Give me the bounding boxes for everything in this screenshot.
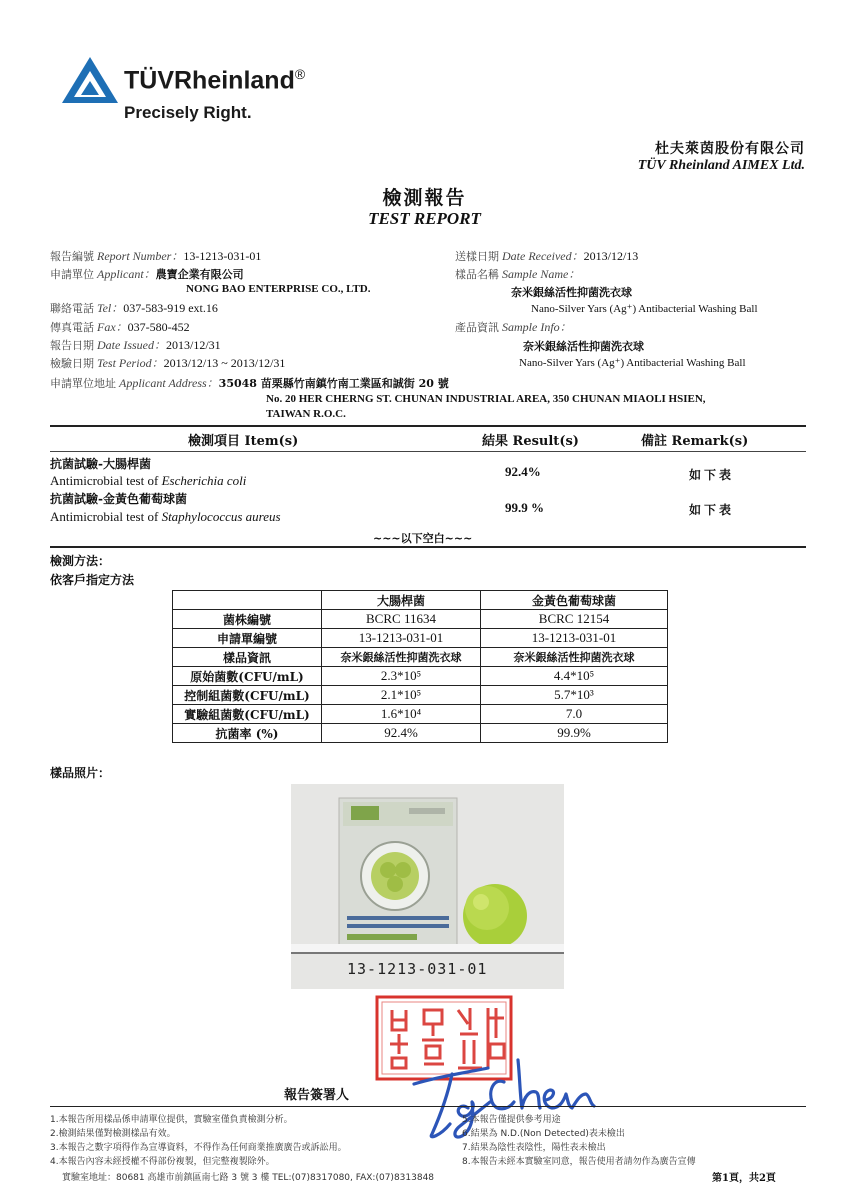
method-table-row-label: 菌株編號 — [173, 610, 322, 629]
method-table-row — [173, 648, 668, 667]
footer-note: 2.檢測結果僅對檢測樣品有效。 — [50, 1129, 176, 1139]
sample-info-en: Nano-Silver Yars (Ag⁺) Antibacterial Washing Ball — [519, 357, 746, 369]
footer-note: 7.結果為陰性表陰性，陽性表未檢出 — [462, 1143, 606, 1153]
footer-note: 8.本報告未經本實驗室同意，報告使用者請勿作為廣告宣傳 — [462, 1157, 696, 1167]
results-header-item: 檢測項目 Item(s) — [188, 434, 299, 449]
address-row: 申請單位地址 Applicant Address：35048 苗栗縣竹南鎮竹南工業區和誠街 20 號 — [50, 376, 449, 390]
result-item-1-en: Antimicrobial test of Escherichia coli — [50, 473, 247, 488]
footer-note: 6.結果為 N.D.(Non Detected)表未檢出 — [462, 1129, 625, 1139]
method-table-row-label: 申請單編號 — [173, 629, 322, 648]
method-table-row — [173, 705, 668, 724]
sample-name-en: Nano-Silver Yars (Ag⁺) Antibacterial Washing Ball — [531, 303, 758, 315]
method-table-cell: 99.9% — [481, 724, 668, 743]
brand-name: TÜVRheinland® — [124, 66, 306, 95]
method-table-cell: 7.0 — [481, 705, 668, 724]
method-table-cell — [173, 591, 322, 610]
tel-row: 聯絡電話 Tel：037-583-919 ext.16 — [50, 301, 218, 315]
result-remark-2: 如下表 — [689, 503, 735, 517]
method-table-cell: 5.7*10³ — [481, 686, 668, 705]
fax-row: 傳真電話 Fax：037-580-452 — [50, 320, 190, 334]
footer-note: 4.本報告內容未經授權不得部份複製，但完整複製除外。 — [50, 1157, 275, 1167]
method-table-row-label: 原始菌數(CFU/mL) — [173, 667, 322, 686]
method-table — [172, 590, 668, 743]
applicant-row: 申請單位 Applicant：農寶企業有限公司 — [50, 267, 244, 281]
method-table-cell: 4.4*10⁵ — [481, 667, 668, 686]
method-table-cell: 13-1213-031-01 — [322, 629, 481, 648]
method-table-row — [173, 724, 668, 743]
page-number: 第1頁，共2頁 — [712, 1173, 776, 1184]
method-table-row — [173, 610, 668, 629]
sample-info-row: 產品資訊 Sample Info： — [455, 320, 572, 334]
company-name-en: TÜV Rheinland AIMEX Ltd. — [637, 158, 805, 173]
sample-info-zh: 奈米銀絲活性抑菌洗衣球 — [523, 340, 644, 353]
result-item-2-zh: 抗菌試驗-金黃色葡萄球菌 — [50, 492, 187, 506]
method-table-cell: 2.3*10⁵ — [322, 667, 481, 686]
report-title-en: TEST REPORT — [368, 209, 481, 228]
test-period-row: 檢驗日期 Test Period：2013/12/13 ~ 2013/12/31 — [50, 356, 286, 370]
report-title-zh: 檢測報告 — [382, 187, 467, 209]
address-en-line1: No. 20 HER CHERNG ST. CHUNAN INDUSTRIAL AREA, 350 CHUNAN MIAOLI HSIEN, — [266, 393, 706, 405]
applicant-name-en: NONG BAO ENTERPRISE CO., LTD. — [186, 283, 371, 295]
blank-below-note: ~~~以下空白~~~ — [373, 532, 473, 545]
signatory-label: 報告簽署人 — [284, 1088, 350, 1103]
results-header-rule — [50, 451, 806, 452]
method-table-header-ecoli: 大腸桿菌 — [322, 591, 481, 610]
method-table-cell: BCRC 12154 — [481, 610, 668, 629]
tuv-triangle-logo-icon — [60, 55, 120, 105]
method-table-header-saureus: 金黃色葡萄球菌 — [481, 591, 668, 610]
brand-slogan: Precisely Right. — [124, 103, 252, 122]
method-table-cell: BCRC 11634 — [322, 610, 481, 629]
result-value-2: 99.9 % — [505, 500, 544, 515]
method-table-row — [173, 667, 668, 686]
method-table-cell: 13-1213-031-01 — [481, 629, 668, 648]
footer-rule — [50, 1106, 806, 1107]
address-en-line2: TAIWAN R.O.C. — [266, 408, 346, 420]
result-item-2-en: Antimicrobial test of Staphylococcus aureus — [50, 509, 281, 524]
method-table-row-label: 控制組菌數(CFU/mL) — [173, 686, 322, 705]
sample-name-zh: 奈米銀絲活性抑菌洗衣球 — [511, 286, 632, 299]
method-table-row-label: 實驗組菌數(CFU/mL) — [173, 705, 322, 724]
report-number-row: 報告編號 Report Number：13-1213-031-01 — [50, 249, 262, 263]
company-name-zh: 杜夫萊茵股份有限公司 — [655, 141, 805, 157]
sample-photo-image-icon — [291, 784, 564, 989]
result-value-1: 92.4% — [505, 464, 541, 479]
method-table-cell: 奈米銀絲活性抑菌洗衣球 — [481, 648, 668, 667]
method-table-row — [173, 686, 668, 705]
method-label: 檢測方法： — [50, 554, 111, 568]
sample-tag-number: 13-1213-031-01 — [347, 960, 488, 978]
sample-photo — [291, 784, 564, 989]
results-bottom-rule — [50, 546, 806, 548]
result-remark-1: 如下表 — [689, 468, 735, 482]
method-table-row-label: 抗菌率 (%) — [173, 724, 322, 743]
sample-name-row: 樣品名稱 Sample Name： — [455, 267, 581, 281]
footer-note: 1.本報告所用樣品係申請單位提供，實驗室僅負責檢測分析。 — [50, 1115, 293, 1125]
date-received-row: 送樣日期 Date Received：2013/12/13 — [455, 249, 639, 263]
method-table-cell: 1.6*10⁴ — [322, 705, 481, 724]
method-table-row-label: 樣品資訊 — [173, 648, 322, 667]
lab-address: 實驗室地址：80681 高雄市前鎮區南七路 3 號 3 樓 TEL:(07)8317080, FAX:(07)8313848 — [62, 1173, 435, 1183]
method-text: 依客戶指定方法 — [50, 573, 135, 587]
method-table-row — [173, 629, 668, 648]
result-item-1-zh: 抗菌試驗-大腸桿菌 — [50, 457, 151, 471]
method-table-cell: 2.1*10⁵ — [322, 686, 481, 705]
method-table-cell: 奈米銀絲活性抑菌洗衣球 — [322, 648, 481, 667]
footer-note: 5.本報告僅提供參考用途 — [462, 1115, 561, 1125]
footer-note: 3.本報告之數字項得作為宣導資料，不得作為任何商業推廣廣告或訴訟用。 — [50, 1143, 347, 1153]
method-table-cell: 92.4% — [322, 724, 481, 743]
method-table-header-row — [173, 591, 668, 610]
sample-photo-label: 樣品照片： — [50, 766, 111, 780]
date-issued-row: 報告日期 Date Issued：2013/12/31 — [50, 338, 221, 352]
results-header-remark: 備註 Remark(s) — [641, 434, 749, 449]
results-header-result: 結果 Result(s) — [482, 434, 579, 449]
results-top-rule — [50, 425, 806, 427]
